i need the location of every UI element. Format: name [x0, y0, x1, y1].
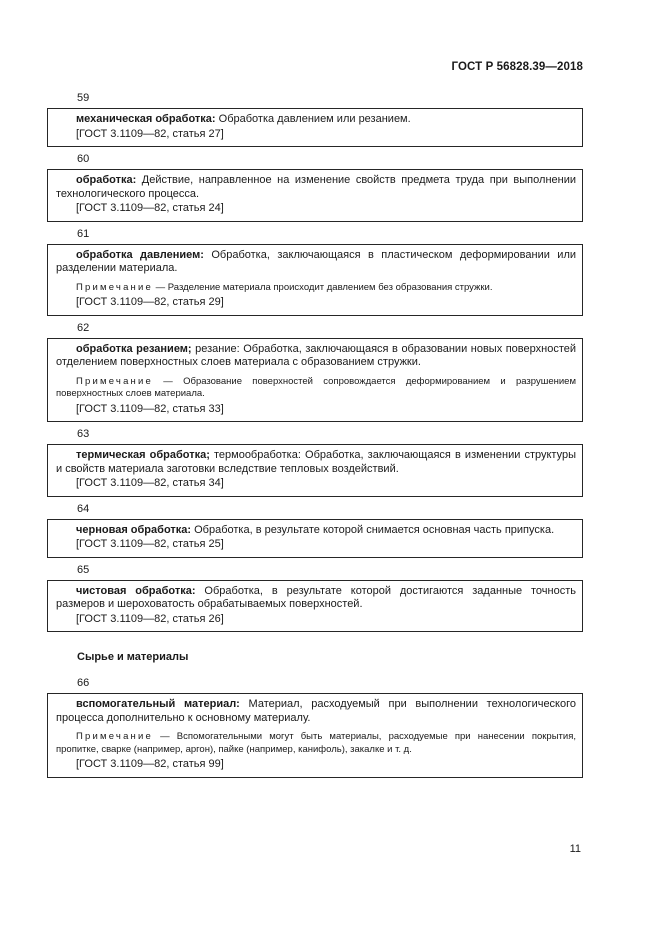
term-number: 62: [77, 321, 90, 334]
entries-main: [47, 88, 583, 632]
term-name: термическая обработка;: [76, 449, 210, 461]
term-number: 61: [77, 227, 90, 240]
term-entry: [47, 424, 583, 497]
term-box: [47, 444, 583, 497]
note-label: Примечание: [76, 281, 153, 293]
note-text: — Образование поверхностей сопровождается деформированием и разрушением поверхностных слоев материала.: [56, 375, 576, 399]
term-note: [56, 282, 576, 295]
term-number: 63: [77, 428, 90, 440]
term-number: 64: [77, 502, 90, 515]
term-source: [ГОСТ 3.1109—82, статья 34]: [76, 477, 224, 489]
term-definition: [56, 449, 576, 476]
term-box: [47, 338, 583, 423]
note-label: Примечание: [76, 375, 153, 387]
term-name: обработка:: [76, 174, 137, 186]
term-number: 65: [77, 563, 90, 576]
term-name: вспомогательный материал:: [76, 698, 240, 710]
term-name: механическая обработка:: [76, 113, 216, 125]
term-box: [47, 693, 583, 778]
term-entry: [47, 224, 583, 316]
term-source: [ГОСТ 3.1109—82, статья 24]: [76, 202, 224, 214]
note-label: Примечание: [76, 731, 153, 742]
term-source: [ГОСТ 3.1109—82, статья 26]: [76, 612, 224, 625]
term-entry: [47, 318, 583, 423]
term-definition: [56, 524, 576, 538]
terms-list: [47, 88, 583, 780]
term-box: [47, 169, 583, 222]
term-entry: [47, 673, 583, 778]
term-number: 59: [77, 92, 90, 104]
definition-text: Материал, расходуемый при выполнении технологического процесса дополнительно к основному материалу.: [56, 698, 577, 724]
section-title: Сырье и материалы: [77, 651, 189, 663]
term-number: 66: [77, 677, 90, 689]
term-definition: [56, 343, 576, 370]
term-name: чистовая обработка:: [76, 584, 196, 597]
term-note: [56, 376, 576, 401]
term-source: [ГОСТ 3.1109—82, статья 27]: [76, 127, 224, 140]
term-entry: [47, 560, 583, 633]
definition-text: Обработка, в результате которой достигаются заданные точность размеров и шероховатость обрабатываемых поверхностей.: [56, 584, 577, 610]
term-name: обработка давлением:: [76, 248, 204, 261]
note-text: — Разделение материала происходит давлением без образования стружки.: [153, 281, 493, 293]
definition-text: Обработка, заключающаяся в образовании новых поверхностей отделением поверхностных слоев материала с образованием стружки.: [56, 342, 577, 368]
term-source: [ГОСТ 3.1109—82, статья 29]: [76, 296, 224, 308]
term-source: [ГОСТ 3.1109—82, статья 99]: [76, 758, 224, 770]
note-text: — Вспомогательными могут быть материалы, расходуемые при нанесении покрытия, пропитке, сварке (например, аргон), пайке (например, канифоль), закалке и т. д.: [56, 731, 576, 755]
term-box: [47, 580, 583, 633]
term-box: [47, 244, 583, 316]
definition-text: Обработка, заключающаяся в изменении структуры и свойств материала заготовки вследствие тепловых воздействий.: [56, 449, 576, 475]
term-definition: [56, 698, 576, 725]
term-synonym: резание:: [191, 342, 240, 355]
term-box: [47, 519, 583, 558]
term-definition: [56, 249, 576, 276]
document-code: ГОСТ Р 56828.39—2018: [451, 61, 583, 73]
definition-text: Действие, направленное на изменение свойств предмета труда при выполнении технологического процесса.: [56, 174, 576, 200]
term-name: обработка резанием;: [76, 342, 192, 355]
term-definition: [56, 585, 576, 612]
definition-text: Обработка давлением или резанием.: [215, 113, 411, 125]
term-name: черновая обработка:: [76, 523, 192, 536]
term-entry: [47, 499, 583, 558]
page-number: 11: [569, 843, 581, 855]
term-definition: [56, 174, 576, 201]
term-number: 60: [77, 153, 90, 165]
term-box: [47, 108, 583, 147]
definition-text: Обработка, в результате которой снимается основная часть припуска.: [191, 523, 555, 536]
term-note: [56, 731, 576, 756]
term-synonym: термообработка:: [209, 449, 301, 461]
term-source: [ГОСТ 3.1109—82, статья 33]: [76, 402, 224, 415]
entries-section: [47, 673, 583, 778]
term-entry: [47, 88, 583, 147]
term-definition: [56, 113, 576, 127]
term-source: [ГОСТ 3.1109—82, статья 25]: [76, 538, 224, 550]
term-entry: [47, 149, 583, 222]
definition-text: Обработка, заключающаяся в пластическом деформировании или разделении материала.: [56, 248, 577, 274]
